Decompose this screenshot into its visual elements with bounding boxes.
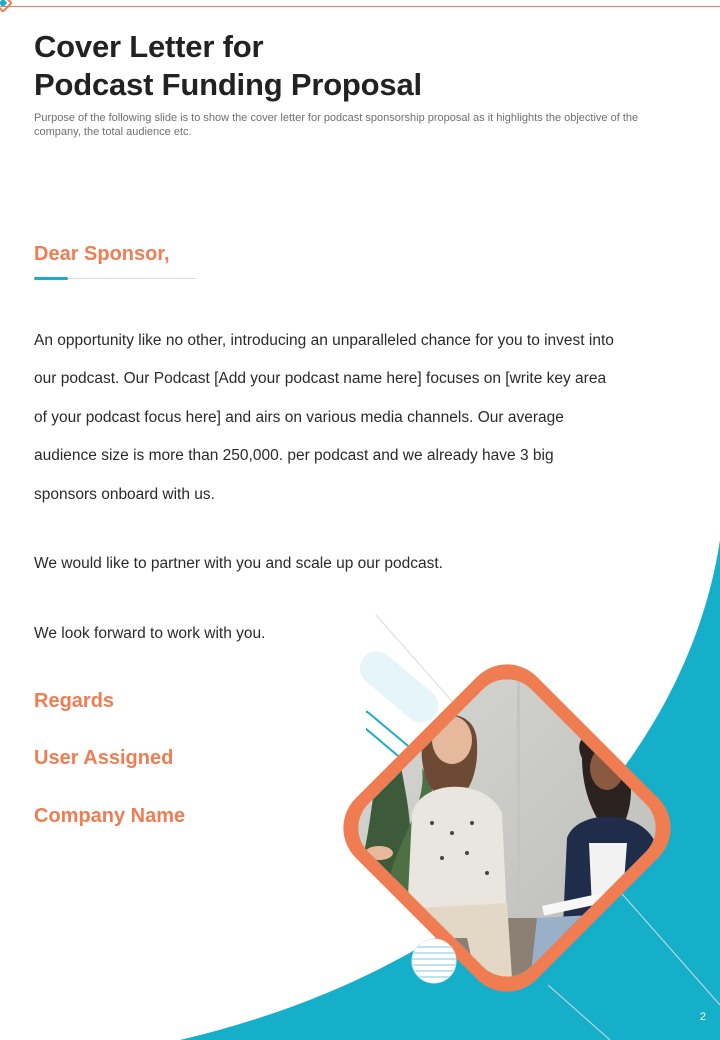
top-rule [0,6,720,7]
salutation-accent-bar [34,277,68,280]
title-line-1: Cover Letter for [34,29,264,64]
meeting-photo [327,648,687,1008]
letter-paragraph-3: We look forward to work with you. [34,625,266,642]
title-line-2: Podcast Funding Proposal [34,67,422,102]
closing-regards: Regards [34,690,115,712]
signer-name: User Assigned [34,747,174,769]
letter-paragraph-1: An opportunity like no other, introducing an unparalleled chance for you to invest into our podcast. Our Podcast [Add your podcast name here] focuses on [write key area of your podcast focus here] and airs on various media channels. Our average audience size is more than 250,000. per podcast and we already have 3 big sponsors onboard with us. [34,332,614,503]
salutation: Dear Sponsor, [34,243,170,265]
striped-circle-decoration [410,937,458,985]
company-name: Company Name [34,805,186,827]
page-title [34,28,422,104]
letter-paragraph-2: We would like to partner with you and scale up our podcast. [34,555,443,572]
page-subtitle: Purpose of the following slide is to show the cover letter for podcast sponsorship proposal as it highlights the objective of the company, the total audience etc. [34,112,639,138]
page-number: 2 [699,1011,706,1023]
